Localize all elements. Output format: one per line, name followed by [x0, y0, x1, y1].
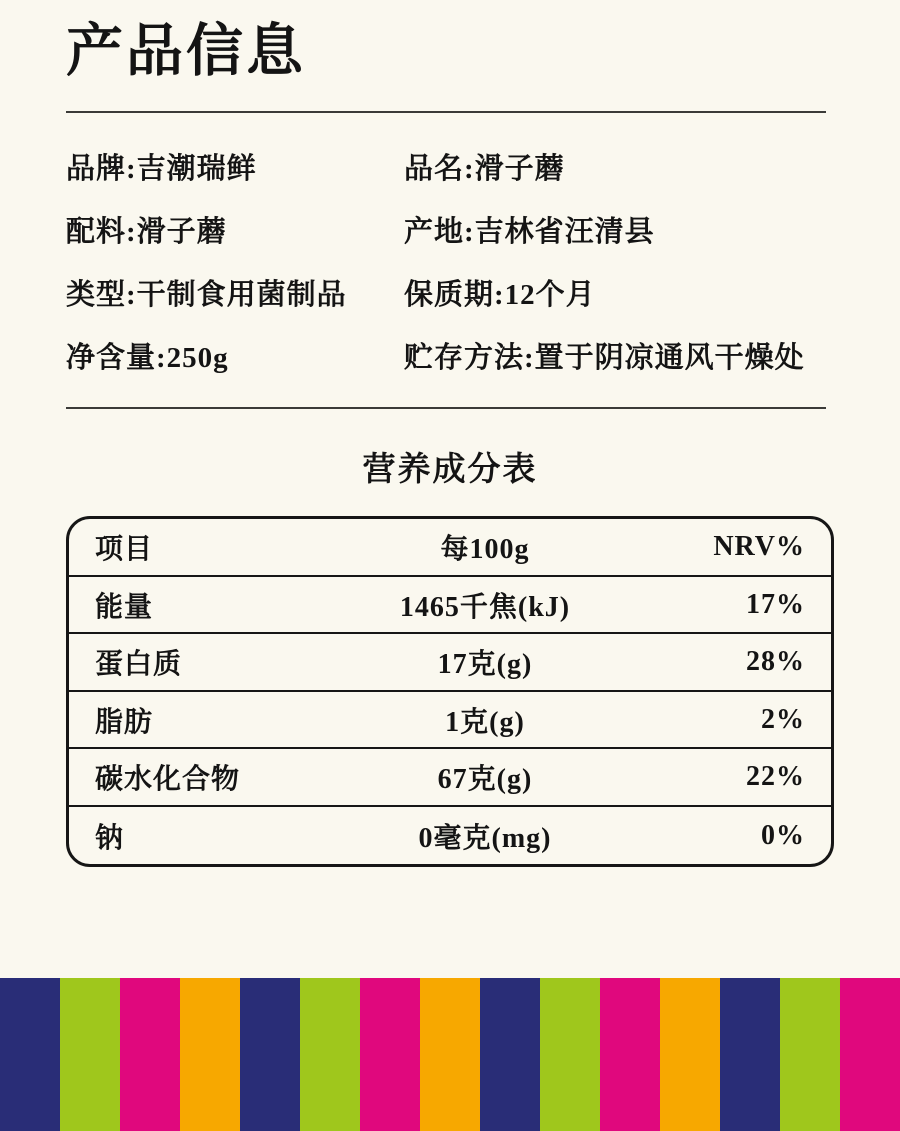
- divider-top: [66, 111, 826, 113]
- footer-stripe-magenta: [120, 978, 180, 1131]
- row-amount: 0毫克(mg): [418, 822, 552, 854]
- attr-net-weight: 净含量:250g: [66, 342, 229, 375]
- footer-stripe-orange: [420, 978, 480, 1131]
- attr-brand: 品牌:吉潮瑞鲜: [66, 153, 257, 186]
- row-nrv: 28%: [746, 646, 805, 677]
- row-amount: 67克(g): [437, 764, 533, 795]
- attr-type: 类型:干制食用菌制品: [66, 279, 347, 312]
- nutrition-row-sodium: [69, 807, 831, 865]
- row-name: 蛋白质: [95, 649, 183, 680]
- nutrition-header-row: [69, 519, 831, 577]
- attr-origin: 产地:吉林省汪清县: [404, 216, 655, 249]
- nutrition-row-carbohydrate: [69, 749, 831, 807]
- attr-product-name: 品名:滑子蘑: [404, 153, 565, 186]
- row-nrv: 0%: [761, 819, 805, 851]
- attr-storage: 贮存方法:置于阴凉通风干燥处: [404, 342, 805, 375]
- footer-stripe-green: [60, 978, 120, 1131]
- row-nrv: 2%: [761, 703, 805, 735]
- nutrition-heading: 营养成分表: [362, 452, 538, 489]
- nutrition-row-protein: [69, 634, 831, 692]
- nutrition-row-energy: [69, 577, 831, 635]
- attr-shelf-life: 保质期:12个月: [404, 279, 596, 312]
- row-amount: 17克(g): [437, 649, 533, 680]
- footer-stripe-magenta: [360, 978, 420, 1131]
- row-amount: 1465千焦(kJ): [399, 591, 571, 623]
- header-item-label: 项目: [95, 534, 154, 565]
- footer-stripe-navy: [240, 978, 300, 1131]
- row-name: 脂肪: [95, 706, 154, 738]
- footer-stripe-navy: [0, 978, 60, 1131]
- footer-stripes: [0, 978, 900, 1131]
- footer-stripe-green: [780, 978, 840, 1131]
- footer-stripe-green: [540, 978, 600, 1131]
- row-amount: 1克(g): [445, 706, 525, 738]
- nutrition-table: [66, 516, 834, 867]
- nutrition-row-fat: [69, 692, 831, 750]
- row-nrv: 17%: [746, 588, 805, 620]
- footer-stripe-orange: [180, 978, 240, 1131]
- page-title: 产品信息: [66, 20, 306, 83]
- footer-stripe-navy: [480, 978, 540, 1131]
- footer-stripe-magenta: [840, 978, 900, 1131]
- row-name: 钠: [95, 822, 125, 854]
- footer-stripe-navy: [720, 978, 780, 1131]
- product-attributes: [66, 135, 834, 387]
- footer-stripe-magenta: [600, 978, 660, 1131]
- row-nrv: 22%: [746, 761, 805, 792]
- divider-middle: [66, 407, 826, 409]
- row-name: 碳水化合物: [95, 764, 241, 795]
- header-nrv-label: NRV%: [713, 531, 805, 562]
- attr-ingredients: 配料:滑子蘑: [66, 216, 227, 249]
- header-per100g-label: 每100g: [440, 534, 530, 565]
- row-name: 能量: [95, 591, 154, 623]
- footer-stripe-green: [300, 978, 360, 1131]
- footer-stripe-orange: [660, 978, 720, 1131]
